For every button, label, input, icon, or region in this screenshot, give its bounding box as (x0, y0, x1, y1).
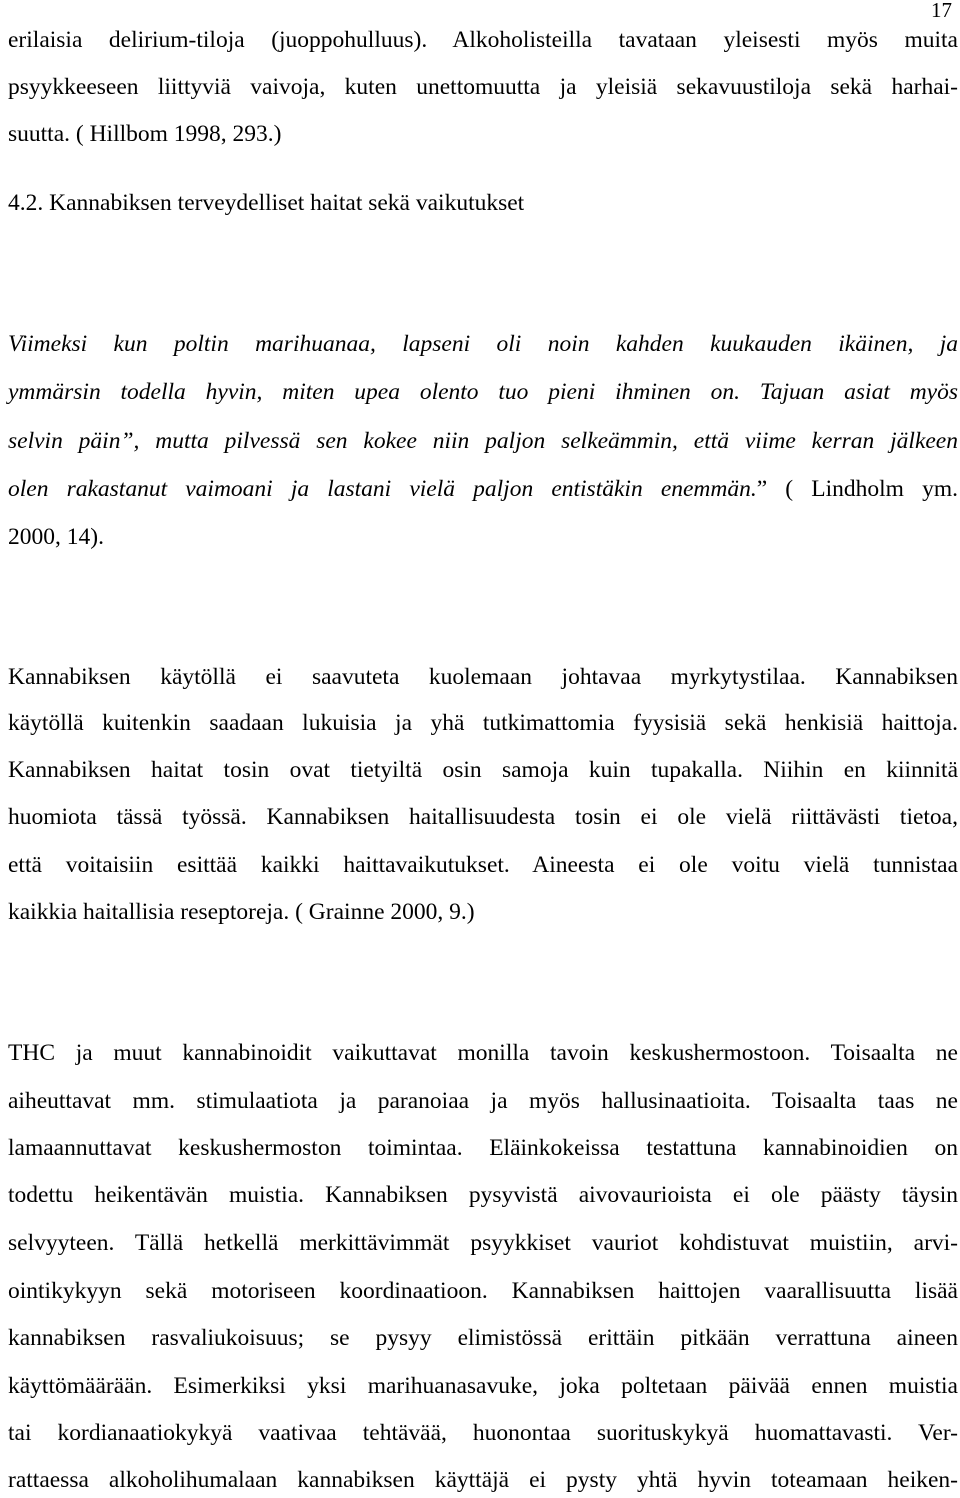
body-line: huomiota tässä työssä. Kannabiksen haitallisuudesta tosin ei ole vielä riittävästi tietoa, (8, 804, 958, 830)
section-heading: 4.2. Kannabiksen terveydelliset haitat sekä vaikutukset (8, 190, 525, 216)
body-line: psyykkeeseen liittyviä vaivoja, kuten unettomuutta ja yleisiä sekavuustiloja sekä harhai- (8, 74, 958, 100)
body-line: suutta. ( Hillbom 1998, 293.) (8, 121, 282, 147)
body-line: Kannabiksen haitat tosin ovat tietyiltä osin samoja kuin tupakalla. Niihin en kiinnitä (8, 757, 958, 783)
body-line: erilaisia delirium-tiloja (juoppohulluus). Alkoholisteilla tavataan yleisesti myös muita (8, 27, 958, 53)
citation: ” ( Lindholm ym. (756, 476, 958, 502)
page-number: 17 (931, 0, 952, 22)
body-line: että voitaisiin esittää kaikki haittavaikutukset. Aineesta ei ole voitu vielä tunnistaa (8, 852, 958, 878)
body-line: selvyyteen. Tällä hetkellä merkittävimmät psyykkiset vauriot kohdistuvat muistiin, arvi- (8, 1230, 958, 1256)
quote-line: selvin päin”, mutta pilvessä sen kokee niin paljon selkeämmin, että viime kerran jälkeen (8, 428, 958, 454)
quote-text: olen rakastanut vaimoani ja lastani vielä paljon entistäkin enemmän. (8, 476, 757, 502)
citation-line: 2000, 14). (8, 524, 104, 550)
quote-line: ymmärsin todella hyvin, miten upea olento tuo pieni ihminen on. Tajuan asiat myös (8, 379, 958, 405)
body-line: ointikykyyn sekä motoriseen koordinaatioon. Kannabiksen haittojen vaarallisuutta lisää (8, 1278, 958, 1304)
body-line: kaikkia haitallisia reseptoreja. ( Grainne 2000, 9.) (8, 899, 475, 925)
body-line: todettu heikentävän muistia. Kannabiksen pysyvistä aivovaurioista ei ole päästy täysin (8, 1182, 958, 1208)
body-line: käytöllä kuitenkin saadaan lukuisia ja yhä tutkimattomia fyysisiä sekä henkisiä haittoja. (8, 710, 958, 736)
quote-line: Viimeksi kun poltin marihuanaa, lapseni oli noin kahden kuukauden ikäinen, ja (8, 331, 958, 357)
body-line: kannabiksen rasvaliukoisuus; se pysyy elimistössä erittäin pitkään verrattuna aineen (8, 1325, 958, 1351)
body-line: aiheuttavat mm. stimulaatiota ja paranoiaa ja myös hallusinaatioita. Toisaalta taas ne (8, 1088, 958, 1114)
body-line: rattaessa alkoholihumalaan kannabiksen käyttäjä ei pysty yhtä hyvin toteamaan heiken- (8, 1467, 958, 1493)
body-line: Kannabiksen käytöllä ei saavuteta kuolemaan johtavaa myrkytystilaa. Kannabiksen (8, 664, 958, 690)
body-line: tai kordianaatiokykyä vaativaa tehtävää, huonontaa suorituskykyä huomattavasti. Ver- (8, 1420, 958, 1446)
quote-line-with-citation (8, 478, 958, 502)
body-line: käyttömäärään. Esimerkiksi yksi marihuanasavuke, joka poltetaan päivää ennen muistia (8, 1373, 958, 1399)
body-line: lamaannuttavat keskushermoston toimintaa. Eläinkokeissa testattuna kannabinoidien on (8, 1135, 958, 1161)
body-line: THC ja muut kannabinoidit vaikuttavat monilla tavoin keskushermostoon. Toisaalta ne (8, 1040, 958, 1066)
